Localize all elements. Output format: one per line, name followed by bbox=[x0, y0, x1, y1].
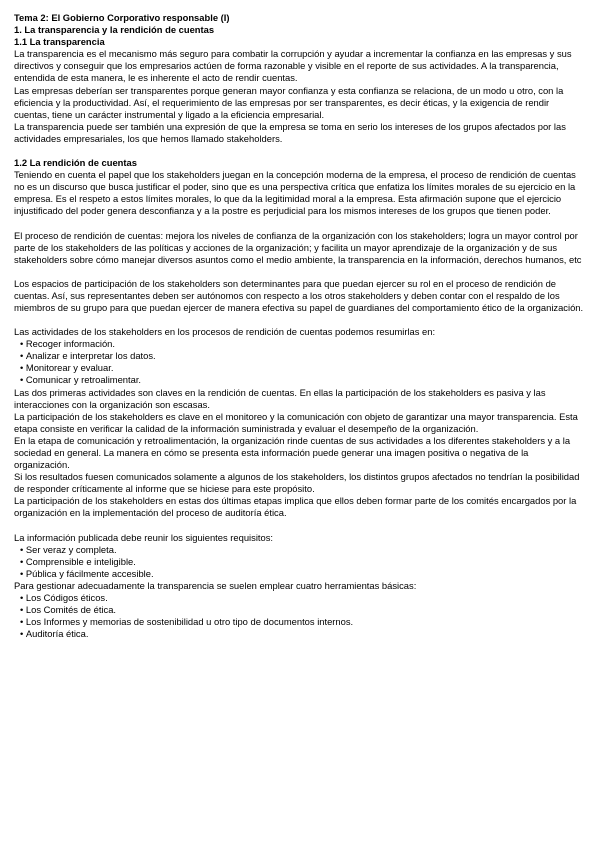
spacer bbox=[14, 520, 586, 532]
paragraph: En la etapa de comunicación y retroalimentación, la organización rinde cuentas de sus actividades a los diferentes stakeholders y a la sociedad en general. La manera en cómo se presenta esta información puede generar una imagen positiva o negativa de la organización. bbox=[14, 434, 571, 471]
list-item: • Pública y fácilmente accesible. bbox=[20, 568, 586, 580]
tools-list bbox=[14, 592, 586, 640]
paragraph: Las empresas deberían ser transparentes porque generan mayor confianza y esta confianza se relaciona, de un modo u otro, con la eficiencia y la productividad. Así, el requerimiento de las empresas por ser transparentes, es decir éticas, y la exigencia de rendir cuentas, tiene un carácter instrumental y ligado a la eficiencia empresarial. bbox=[14, 84, 564, 120]
paragraph: La transparencia es el mecanismo más seguro para combatir la corrupción y ayudar a incrementar la confianza en las empresas y sus directivos y conseguir que los empresarios actúen de forma razonable y visible en el reporte de sus actividades. A la transparencia, entendida de esta manera, le es inherente el acto de rendir cuentas. bbox=[14, 48, 572, 84]
list-item: • Monitorear y evaluar. bbox=[20, 362, 586, 374]
spacer bbox=[14, 314, 586, 326]
paragraph: Los espacios de participación de los stakeholders son determinantes para que puedan ejercer su rol en el proceso de rendición de cuentas. Así, sus representantes deben ser autónomos con respecto a los otros stakeholders y deben contar con el respaldo de los miembros de su grupo para que puedan ejercer de manera efectiva su papel de guardianes del comportamiento ético de la organización. bbox=[14, 277, 584, 313]
section-heading: 1. La transparencia y la rendición de cuentas bbox=[14, 24, 215, 36]
list-item: • Comunicar y retroalimentar. bbox=[20, 374, 586, 386]
paragraph: Teniendo en cuenta el papel que los stakeholders juegan en la concepción moderna de la empresa, el proceso de rendición de cuentas no es un discurso que busca justificar el poder, sino que es una perspectiva crítica que enfatiza los límites morales de su ejercicio en la empresa. Es el respeto a estos límites morales, lo que da la legitimidad moral a la empresa. Esta afirmación supone que el ejercicio injustificado del poder genera desconfianza y a la postre es perjudicial para los mismos intereses de los grupos que tienen poder. bbox=[14, 169, 576, 217]
paragraph: La participación de los stakeholders es clave en el monitoreo y la comunicación con objeto de garantizar una mayor transparencia. Esta etapa consiste en verificar la calidad de la información suministrada y evaluar el desempeño de la organización. bbox=[14, 410, 578, 434]
paragraph: La participación de los stakeholders en estas dos últimas etapas implica que ellos deben formar parte de los comités encargados por la organización en la implementación del proceso de auditoría ética. bbox=[14, 495, 577, 519]
list-item: • Comprensible e inteligible. bbox=[20, 556, 586, 568]
list-item: • Ser veraz y completa. bbox=[20, 544, 586, 556]
topic-heading: Tema 2: El Gobierno Corporativo responsable (I) bbox=[14, 12, 230, 23]
list-item: • Los Informes y memorias de sostenibilidad u otro tipo de documentos internos. bbox=[20, 616, 586, 628]
spacer bbox=[14, 218, 586, 230]
spacer bbox=[14, 145, 586, 157]
list-item: • Los Comités de ética. bbox=[20, 604, 586, 616]
requirements-list bbox=[14, 544, 586, 580]
paragraph: Las dos primeras actividades son claves en la rendición de cuentas. En ellas la participación de los stakeholders es pasiva y las interacciones con la organización son escasas. bbox=[14, 386, 546, 410]
list-item: • Los Códigos éticos. bbox=[20, 592, 586, 604]
paragraph: La transparencia puede ser también una expresión de que la empresa se toma en serio los intereses de los grupos afectados por las actividades empresariales, los que hemos llamado stakeholders. bbox=[14, 120, 566, 144]
activities-list bbox=[14, 338, 586, 386]
list-item: • Auditoría ética. bbox=[20, 628, 586, 640]
paragraph: Si los resultados fuesen comunicados solamente a algunos de los stakeholders, los distintos grupos afectados no tendrían la posibilidad de responder críticamente al informe que se hiciese para este propósito. bbox=[14, 471, 580, 495]
paragraph: El proceso de rendición de cuentas: mejora los niveles de confianza de la organización con los stakeholders; logra un mayor control por parte de los stakeholders de las políticas y acciones de la organización; y facilita un mayor aprendizaje de la organización y de sus stakeholders sobre cómo manejar diversos asuntos como el medio ambiente, la transparencia en la información, derechos humanos, etc bbox=[14, 229, 582, 265]
activities-intro: Las actividades de los stakeholders en los procesos de rendición de cuentas podemos resumirlas en: bbox=[14, 326, 436, 338]
requirements-intro: La información publicada debe reunir los siguientes requisitos: bbox=[14, 531, 274, 543]
spacer bbox=[14, 266, 586, 278]
subsection-title-transparency: 1.1 La transparencia bbox=[14, 36, 105, 48]
list-item: • Recoger información. bbox=[20, 338, 586, 350]
list-item: • Analizar e interpretar los datos. bbox=[20, 350, 586, 362]
tools-intro: Para gestionar adecuadamente la transparencia se suelen emplear cuatro herramientas básicas: bbox=[14, 579, 417, 591]
subsection-title-accountability: 1.2 La rendición de cuentas bbox=[14, 157, 137, 169]
